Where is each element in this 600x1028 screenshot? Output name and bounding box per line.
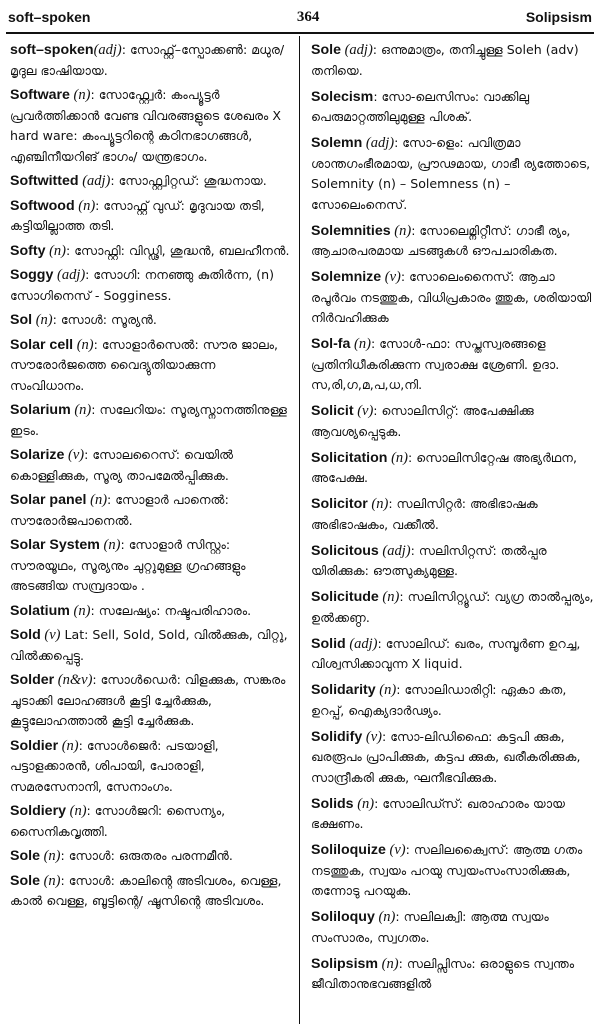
dictionary-entry xyxy=(10,801,290,842)
dictionary-entry xyxy=(311,448,595,489)
entry-headword: Soliloquy xyxy=(311,909,375,925)
entry-part-of-speech: (n&v) xyxy=(54,672,93,688)
entry-definition: : സോലെമ്നിറ്റീസ്: ഗാഭീ ര്യം, ആചാരപരമായ ചടങ്ങുകൾ ഔപചാരികത. xyxy=(311,222,571,258)
entry-part-of-speech: (n) xyxy=(353,795,375,812)
dictionary-entry xyxy=(10,196,290,237)
right-column xyxy=(311,40,595,1024)
entry-part-of-speech: (n) xyxy=(378,955,399,972)
entry-headword: Solder xyxy=(10,672,55,688)
entry-part-of-speech: (adj) xyxy=(340,42,373,58)
entry-definition: : സലേഷ്യം: നഷ്ടപരിഹാരം. xyxy=(90,602,252,618)
entry-definition: : സലിപ്സിസം: ഒരാളുടെ സ്വന്തം ജീവിതാനുഭവങ്ങളിൽ xyxy=(311,955,575,991)
header-left-guideword: soft–spoken xyxy=(8,9,91,25)
entry-headword: Solipsism xyxy=(311,955,379,972)
dictionary-entry xyxy=(10,310,290,331)
entry-headword: Sol xyxy=(10,312,33,328)
dictionary-entry xyxy=(311,133,595,215)
entry-part-of-speech: (n) xyxy=(65,803,87,819)
entry-definition: : സോ-ളെം: പവിത്രമാ ശാന്തഗംഭീരമായ, പ്രൗഢമായ, ഗാഭീ ര്യത്തോടെ, Solemnity (n) – Solemness (n) – സോലെംനെസ്. xyxy=(311,135,591,212)
entry-headword: Solicitor xyxy=(311,496,368,512)
entry-headword: Sole xyxy=(10,872,40,889)
header-right-guideword: Solipsism xyxy=(525,9,592,25)
dictionary-entry xyxy=(10,445,290,486)
header-rule xyxy=(6,32,594,34)
entry-headword: Solarium xyxy=(10,402,71,418)
dictionary-entry xyxy=(10,400,290,441)
entry-definition: : സലിസിറ്റർ: അഭിഭാഷക അഭിഭാഷകം, വക്കീൽ. xyxy=(311,496,538,532)
entry-headword: Soldiery xyxy=(10,803,66,819)
entry-headword: Solecism xyxy=(311,88,374,105)
dictionary-entry xyxy=(311,541,595,582)
entry-part-of-speech: (v) xyxy=(385,842,406,858)
entry-part-of-speech: (n) xyxy=(39,872,61,889)
dictionary-entry xyxy=(10,601,290,622)
entry-definition: : സോൾ-ഫാ: സപ്തസ്വരങ്ങളെ പ്രതിനിധീകരിക്കുന്ന സ്വരാക്ഷ ശ്രേണി. ഉദാ. സ,രി,ഗ,മ,പ,ധ,നി. xyxy=(311,336,560,392)
entry-definition: : സൊലിസിറ്റേഷ അഭ്യർഥന, അപേക്ഷ. xyxy=(311,449,577,485)
entry-part-of-speech: (n) xyxy=(367,496,389,512)
entry-headword: Solid xyxy=(311,635,346,652)
entry-headword: Sol-fa xyxy=(311,336,351,352)
entry-definition: : സലിസിറ്റസ്: തൽപ്പര യിരിക്കുക: ഔത്സുക്യമുള്ള. xyxy=(311,542,547,578)
entry-part-of-speech: (n) xyxy=(39,848,61,864)
entry-definition: : സോലിഡ്സ്: ഖരാഹാരം യായ ഭക്ഷണം. xyxy=(311,795,565,831)
entry-headword: Solidify xyxy=(311,728,363,745)
dictionary-entry xyxy=(10,625,290,666)
dictionary-entry xyxy=(10,241,290,262)
entry-definition: : സലേറിയം: സൂര്യസ്നാനത്തിനുള്ള ഇടം. xyxy=(10,402,287,438)
entry-part-of-speech: (n) xyxy=(69,602,91,619)
entry-headword: Soggy xyxy=(10,267,54,283)
entry-headword: soft–spoken xyxy=(10,42,94,58)
entry-part-of-speech: (v) xyxy=(381,269,401,285)
entry-headword: Solar System xyxy=(10,537,100,553)
entry-part-of-speech: (n) xyxy=(350,336,371,352)
entry-headword: Solemnities xyxy=(311,222,391,239)
entry-headword: Solidarity xyxy=(311,682,376,698)
dictionary-entry xyxy=(10,871,290,912)
entry-definition: : സോ-ലിഡിഫൈ: കട്ടപി ക്കുക, ഖരരൂപം പ്രാപിക്കുക, കട്ടപ ക്കുക, ഖരീകരിക്കുക, സാന്ദ്രീകരി ക്കുക, ഘനീഭവിക്കുക. xyxy=(311,728,581,785)
entry-headword: Solemnize xyxy=(311,269,382,285)
entry-part-of-speech: (adj) xyxy=(378,542,411,559)
entry-definition: : സോൾ: സൂര്യൻ. xyxy=(52,312,157,327)
entry-headword: Solicitation xyxy=(311,449,388,466)
entry-definition: : സലിലക്വി: ആത്മ സ്വയം സംസാരം, സ്വഗതം. xyxy=(311,909,549,945)
dictionary-entry xyxy=(10,670,290,732)
entry-headword: Softwitted xyxy=(10,173,79,189)
entry-part-of-speech: (n) xyxy=(375,682,397,698)
entry-part-of-speech: (n) xyxy=(378,589,400,605)
entry-definition: : ഒന്നുമാത്രം, തനിച്ചുള്ള Soleh (adv) തനിയെ. xyxy=(311,42,579,78)
dictionary-entry xyxy=(311,727,595,789)
column-divider xyxy=(299,36,300,1024)
entry-definition: : സോൾ: കാലിന്റെ അടിവശം, വെള്ള, കാൽ വെള്ള, ബൂട്ടിന്റെ/ ഷൂസിന്റെ അടിവശം. xyxy=(10,872,282,908)
entry-part-of-speech: (n) xyxy=(32,312,53,328)
dictionary-entry xyxy=(311,907,595,948)
dictionary-entry xyxy=(311,680,595,721)
entry-part-of-speech: (n) xyxy=(58,737,79,754)
dictionary-entry xyxy=(311,634,595,675)
entry-definition: : സോളാർ പാനെൽ: സൗരോർജപാനെൽ. xyxy=(10,492,229,528)
entry-headword: Sold xyxy=(10,627,41,643)
entry-part-of-speech: (v) xyxy=(353,403,374,419)
dictionary-entry xyxy=(311,494,595,535)
entry-definition: : സോലിഡ്: ഖരം, സമ്പൂർണ ഉറച്ച, വിശ്വസിക്കാവുന്ന X liquid. xyxy=(311,635,581,671)
dictionary-entry xyxy=(311,267,595,329)
dictionary-entry xyxy=(311,40,595,81)
entry-headword: Solids xyxy=(311,795,354,812)
entry-headword: Softy xyxy=(10,242,46,259)
dictionary-entry xyxy=(311,794,595,835)
dictionary-entry xyxy=(311,954,595,995)
entry-headword: Solicitude xyxy=(311,589,379,605)
dictionary-entry xyxy=(311,87,595,128)
dictionary-entry xyxy=(311,587,595,628)
dictionary-entry xyxy=(10,85,290,167)
entry-definition: : സോ-ലെസിസം: വാക്കിലു പെരുമാറ്റത്തിലുമുള്ള പിശക്. xyxy=(311,88,530,124)
entry-definition: : സലിലക്വൈസ്: ആത്മ ഗതം നടത്തുക, സ്വയം പറയു സ്വയംസംസാരിക്കുക, തന്നോടു പറയുക. xyxy=(311,842,583,898)
entry-part-of-speech: (n) xyxy=(99,537,121,553)
entry-headword: Solar panel xyxy=(10,492,87,508)
dictionary-entry xyxy=(311,221,595,262)
entry-definition: : സലിസിറ്റ്യൂഡ്: വ്യഗ്ര താൽപ്പര്യം, ഉൽക്കണ്ഠ. xyxy=(311,589,594,625)
entry-part-of-speech: (n) xyxy=(387,449,409,466)
entry-part-of-speech: (v) xyxy=(64,447,85,463)
entry-part-of-speech: (adj) xyxy=(362,135,395,151)
entry-part-of-speech: (n) xyxy=(374,909,396,925)
page-number: 364 xyxy=(296,8,320,25)
entry-definition: : സോലെംനൈസ്: ആചാ രപൂർവം നടത്തുക, വിധിപ്രകാരം ത്തുക, ശരിയായി നിർവഹിക്കുക xyxy=(311,269,592,325)
entry-headword: Soldier xyxy=(10,737,59,754)
dictionary-entry xyxy=(311,334,595,396)
entry-headword: Software xyxy=(10,87,70,103)
left-column xyxy=(10,40,290,1024)
entry-definition: : സോൾഡെർ: വിളക്കുക, സങ്കരം ചൂടാക്കി ലോഹങ്ങൾ കൂട്ടി ച്ചേർക്കുക, കൂട്ടുലോഹത്താൽ കൂട്ടി ച്ചേർക്കുക. xyxy=(10,672,286,728)
entry-part-of-speech: (adj) xyxy=(345,635,378,652)
entry-definition: : സോഫ്റ്റ് വുഡ്: മൃദുവായ തടി, കട്ടിയില്ലാത്ത തടി. xyxy=(10,197,265,233)
entry-definition: : സോൾജെർ: പടയാളി, പട്ടാളക്കാരൻ, ശിപായി, പോരാളി, സമരസേനാനി, സേനാംഗം. xyxy=(10,737,219,794)
entry-part-of-speech: (v) xyxy=(362,728,382,745)
entry-definition: : സൊലിസിറ്റ്: അപേക്ഷിക്കു ആവശ്യപ്പെടുക. xyxy=(311,403,534,439)
entry-headword: Solicit xyxy=(311,403,354,419)
entry-definition: : സോളാർ സിസ്റ്റം: സൗരയൂഥം, സൂര്യനും ചുറ്റുമുള്ള ഗ്രഹങ്ങളും അടങ്ങിയ സമ്പ്രദായം . xyxy=(10,537,246,593)
dictionary-entry xyxy=(10,335,290,397)
entry-part-of-speech: (n) xyxy=(69,87,91,103)
entry-definition: : സോഫ്റ്റ്വിറ്റഡ്: ശുദ്ധനായ. xyxy=(110,173,267,188)
entry-headword: Sole xyxy=(311,42,341,58)
entry-headword: Solicitous xyxy=(311,542,379,559)
entry-headword: Solemn xyxy=(311,135,363,151)
entry-definition: : സോൾജറി: സൈന്യം, സൈനികവൃത്തി. xyxy=(10,803,226,839)
entry-definition: : സോളാർസെൽ: സൗര ജാലം, സൗരോർജത്തെ വൈദ്യുതിയാക്കുന്ന സംവിധാനം. xyxy=(10,336,279,393)
entry-definition: : സോഫ്റ്റി: വിഡ്ഢി, ശുദ്ധൻ, ബലഹീനൻ. xyxy=(66,242,290,258)
dictionary-entry xyxy=(10,490,290,531)
entry-part-of-speech: (n) xyxy=(74,197,96,214)
dictionary-entry xyxy=(10,40,290,81)
entry-part-of-speech: (n) xyxy=(45,242,67,259)
dictionary-entry xyxy=(10,535,290,597)
running-header xyxy=(8,6,592,28)
entry-definition: : സോൾ: ഒരുതരം പരന്നമീൻ. xyxy=(60,848,233,863)
dictionary-entry xyxy=(311,401,595,442)
entry-headword: Soliloquize xyxy=(311,842,386,858)
entry-definition: : സോലറൈസ്: വെയിൽ കൊള്ളിക്കുക, സൂര്യ താപമേൽപ്പിക്കുക. xyxy=(10,447,234,483)
entry-part-of-speech: (adj) xyxy=(78,173,111,189)
entry-headword: Sole xyxy=(10,848,40,864)
entry-part-of-speech: (n) xyxy=(86,492,108,508)
entry-part-of-speech: (adj) xyxy=(53,267,86,283)
entry-part-of-speech: (n) xyxy=(73,336,94,353)
entry-definition: : സോലിഡാരിറ്റി: ഏകാ കത, ഉറപ്പ്, ഐക്യദാർഢ്യം. xyxy=(311,682,567,718)
entry-part-of-speech: (adj) xyxy=(93,42,122,58)
entry-headword: Solatium xyxy=(10,602,70,619)
entry-headword: Solar cell xyxy=(10,336,74,353)
entry-headword: Softwood xyxy=(10,197,75,214)
entry-definition: : സോഫ്റ്റ്വേർ: കംപ്യൂട്ടർ പ്രവർത്തിക്കാൻ വേണ്ട വിവരങ്ങളുടെ ശേഖരം X hard ware: കംപ്യൂട്ടറിന്റെ കഠിനഭാഗങ്ങൾ, എഞ്ചിനീയറിങ് ഭാഗം/ യന്ത്രഭാഗം. xyxy=(10,87,281,164)
dictionary-entry xyxy=(311,840,595,902)
dictionary-entry xyxy=(10,736,290,798)
dictionary-entry xyxy=(10,171,290,192)
entry-part-of-speech: (n) xyxy=(70,402,92,418)
entry-headword: Solarize xyxy=(10,447,65,463)
entry-part-of-speech: (v) xyxy=(40,627,61,643)
dictionary-entry xyxy=(10,846,290,867)
entry-definition: : സോഫ്റ്റ്–സ്പോക്കൺ: മധുര/മൃദുല ഭാഷിയായ. xyxy=(10,42,285,78)
entry-definition: : സോഗി: നനഞ്ഞു കുതിർന്ന, (n) സോഗിനെസ് - Sogginess. xyxy=(10,267,275,303)
entry-definition: Lat: Sell, Sold, Sold, വിൽക്കുക, വിറ്റു, വിൽക്കപ്പെട്ടു. xyxy=(10,627,288,663)
dictionary-entry xyxy=(10,265,290,306)
entry-part-of-speech: (n) xyxy=(390,222,412,239)
